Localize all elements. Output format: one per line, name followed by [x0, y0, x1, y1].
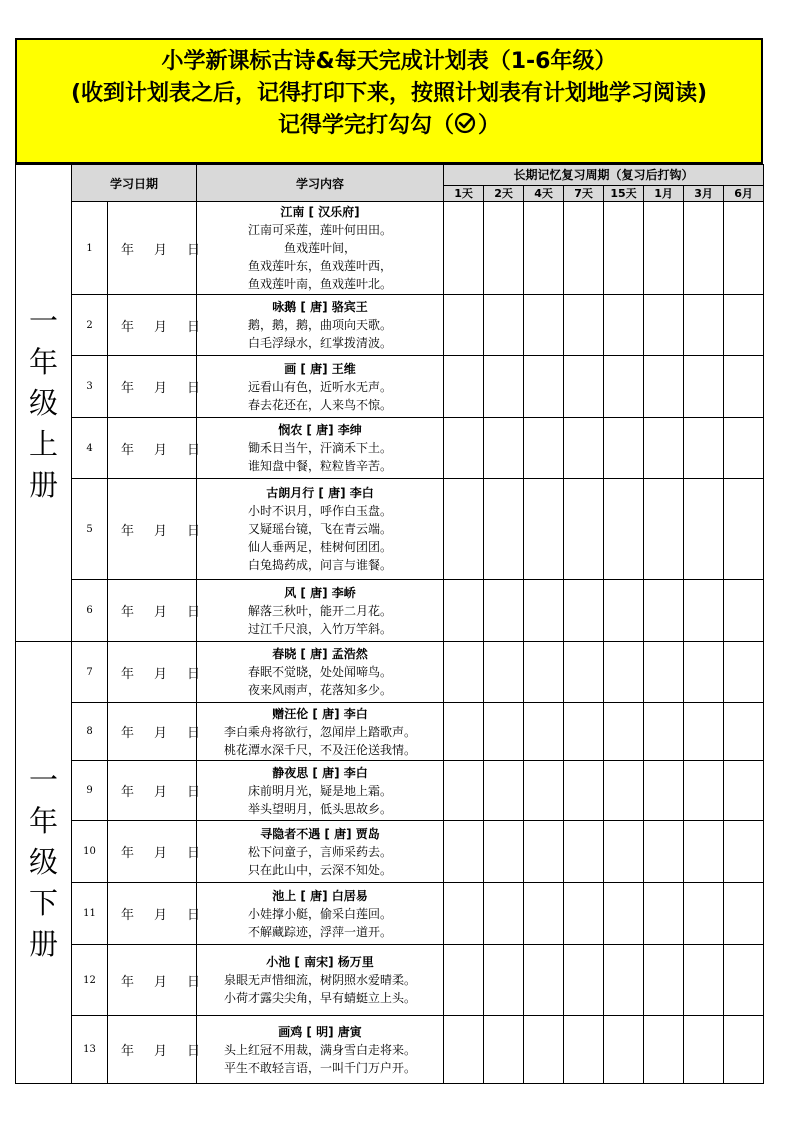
- table-row: [16, 703, 764, 761]
- poem-line: 过江千尺浪，入竹万竿斜。: [248, 621, 393, 636]
- date-month-label: 月: [154, 442, 168, 458]
- poem-title: 画 [ 唐] 王维: [284, 361, 356, 376]
- date-year-label: 年: [121, 726, 135, 741]
- review-check-cell[interactable]: [524, 479, 564, 580]
- poem-line: 春眠不觉晓，处处闻啼鸟。: [248, 665, 393, 679]
- review-check-cell[interactable]: [564, 761, 604, 821]
- row-number: 3: [72, 356, 108, 418]
- review-check-cell[interactable]: [484, 479, 524, 580]
- review-check-cell[interactable]: [724, 356, 764, 418]
- review-check-cell[interactable]: [484, 580, 524, 642]
- poem-title: 江南 [ 汉乐府]: [280, 205, 360, 219]
- review-check-cell[interactable]: [484, 1016, 524, 1084]
- poem-title: 悯农 [ 唐] 李绅: [278, 423, 362, 437]
- date-year-label: 年: [121, 242, 135, 258]
- grade-label-char: 册: [28, 927, 58, 961]
- poem-line: 谁知盘中餐，粒粒皆辛苦。: [248, 459, 393, 473]
- review-check-cell[interactable]: [524, 703, 564, 761]
- poem-line: 鹅，鹅，鹅，曲项向天歌。: [248, 318, 393, 332]
- poem-content: [197, 761, 444, 821]
- review-check-cell[interactable]: [604, 479, 644, 580]
- review-check-cell[interactable]: [444, 356, 484, 418]
- review-check-cell[interactable]: [684, 418, 724, 479]
- date-year-label: 年: [121, 319, 135, 335]
- review-check-cell[interactable]: [684, 883, 724, 945]
- poem-title: 画鸡 [ 明] 唐寅: [278, 1024, 362, 1039]
- review-check-cell[interactable]: [644, 202, 684, 295]
- review-check-cell[interactable]: [724, 1016, 764, 1084]
- review-check-cell[interactable]: [444, 479, 484, 580]
- review-check-cell[interactable]: [564, 202, 604, 295]
- date-month-label: 月: [154, 381, 168, 396]
- study-date-field[interactable]: [108, 479, 201, 580]
- review-check-cell[interactable]: [684, 580, 724, 642]
- review-check-cell[interactable]: [484, 202, 524, 295]
- poem-line: 远看山有色，近听水无声。: [248, 379, 393, 394]
- checkmark-reminder-text: 记得学完打勾勾（: [277, 113, 454, 138]
- review-check-cell[interactable]: [604, 295, 644, 356]
- checkmark-circle-icon: [454, 112, 478, 134]
- date-year-label: 年: [121, 908, 135, 923]
- study-date-field[interactable]: [108, 580, 201, 642]
- poem-line: 平生不敢轻言语，一叫千门万户开。: [224, 1060, 417, 1075]
- study-plan-table: [15, 164, 764, 1084]
- date-day-label: 日: [187, 726, 201, 741]
- poem-line: 鱼戏莲叶东，鱼戏莲叶西，: [248, 259, 393, 273]
- poem-title: 寻隐者不遇 [ 唐] 贾岛: [260, 826, 380, 841]
- date-month-label: 月: [154, 785, 168, 800]
- poem-line: 白兔捣药成，问言与谁餐。: [248, 558, 393, 572]
- poem-content: [197, 1016, 444, 1084]
- review-check-cell[interactable]: [444, 580, 484, 642]
- poem-line: 头上红冠不用裁，满身雪白走将来。: [224, 1042, 417, 1057]
- poem-line: 江南可采莲，莲叶何田田。: [248, 223, 393, 237]
- date-day-label: 日: [187, 785, 201, 800]
- date-day-label: 日: [187, 666, 201, 682]
- review-check-cell[interactable]: [564, 945, 604, 1016]
- header-row-1: [16, 165, 764, 186]
- date-month-label: 月: [154, 242, 168, 258]
- poem-line: 夜来风雨声，花落知多少。: [248, 683, 393, 697]
- row-number: 8: [72, 703, 108, 761]
- review-check-cell[interactable]: [444, 761, 484, 821]
- date-year-label: 年: [121, 666, 135, 682]
- poem-content: [197, 945, 444, 1016]
- review-check-cell[interactable]: [684, 1016, 724, 1084]
- review-check-cell[interactable]: [484, 883, 524, 945]
- review-check-cell[interactable]: [644, 945, 684, 1016]
- date-day-label: 日: [187, 974, 201, 990]
- review-check-cell[interactable]: [524, 295, 564, 356]
- poem-line: 白毛浮绿水，红掌拨清波。: [248, 336, 393, 350]
- poem-line: 春去花还在，人来鸟不惊。: [248, 397, 393, 412]
- review-check-cell[interactable]: [684, 761, 724, 821]
- poem-content: [197, 703, 444, 761]
- review-check-cell[interactable]: [444, 945, 484, 1016]
- review-check-cell[interactable]: [564, 295, 604, 356]
- review-check-cell[interactable]: [724, 418, 764, 479]
- poem-content: [197, 883, 444, 945]
- grade-label-char: 年: [28, 344, 58, 379]
- poem-line: 泉眼无声惜细流，树阴照水爱晴柔。: [224, 973, 417, 987]
- row-number: 4: [72, 418, 108, 479]
- date-month-label: 月: [154, 974, 168, 990]
- date-day-label: 日: [187, 442, 201, 458]
- review-check-cell[interactable]: [484, 821, 524, 883]
- study-date-field[interactable]: [108, 295, 201, 356]
- review-check-cell[interactable]: [724, 479, 764, 580]
- poem-content: [197, 580, 444, 642]
- table-row: [16, 580, 764, 642]
- poem-line: 床前明月光，疑是地上霜。: [248, 783, 393, 798]
- study-date-field[interactable]: [108, 202, 201, 295]
- review-check-cell[interactable]: [444, 703, 484, 761]
- poem-content: [197, 418, 444, 479]
- review-check-cell[interactable]: [684, 703, 724, 761]
- date-day-label: 日: [187, 242, 201, 258]
- review-day-header: 4天: [524, 186, 564, 202]
- poem-line: 解落三秋叶，能开二月花。: [248, 603, 393, 618]
- review-check-cell[interactable]: [444, 883, 484, 945]
- date-month-label: 月: [154, 726, 168, 741]
- review-check-cell[interactable]: [524, 761, 564, 821]
- review-check-cell[interactable]: [444, 202, 484, 295]
- poem-title: 咏鹅 [ 唐] 骆宾王: [272, 300, 368, 314]
- poem-line: 只在此山中，云深不知处。: [248, 862, 393, 877]
- poem-title: 春晓 [ 唐] 孟浩然: [272, 647, 368, 661]
- date-year-label: 年: [121, 1044, 135, 1059]
- review-check-cell[interactable]: [444, 1016, 484, 1084]
- review-check-cell[interactable]: [564, 356, 604, 418]
- review-check-cell[interactable]: [564, 883, 604, 945]
- review-check-cell[interactable]: [564, 821, 604, 883]
- review-check-cell[interactable]: [564, 1016, 604, 1084]
- review-check-cell[interactable]: [644, 295, 684, 356]
- row-number: 2: [72, 295, 108, 356]
- study-date-field[interactable]: [108, 703, 201, 761]
- poem-title: 风 [ 唐] 李峤: [284, 585, 356, 600]
- table-row: [16, 356, 764, 418]
- review-check-cell[interactable]: [564, 580, 604, 642]
- review-check-cell[interactable]: [684, 295, 724, 356]
- review-check-cell[interactable]: [644, 418, 684, 479]
- review-check-cell[interactable]: [484, 356, 524, 418]
- poem-line: 鱼戏莲叶南，鱼戏莲叶北。: [248, 277, 393, 291]
- review-check-cell[interactable]: [524, 1016, 564, 1084]
- review-check-cell[interactable]: [724, 945, 764, 1016]
- poem-line: 不解藏踪迹，浮萍一道开。: [248, 924, 393, 939]
- date-month-label: 月: [154, 319, 168, 335]
- review-check-cell[interactable]: [604, 1016, 644, 1084]
- review-check-cell[interactable]: [684, 202, 724, 295]
- review-check-cell[interactable]: [484, 642, 524, 703]
- poem-content: [197, 295, 444, 356]
- review-check-cell[interactable]: [724, 883, 764, 945]
- review-check-cell[interactable]: [564, 418, 604, 479]
- study-date-field[interactable]: [108, 642, 201, 703]
- grade-label-cell: [16, 642, 72, 1084]
- date-day-label: 日: [187, 605, 201, 620]
- poem-line: 仙人垂两足，桂树何团团。: [248, 540, 393, 554]
- date-month-label: 月: [154, 666, 168, 682]
- date-month-label: 月: [154, 605, 168, 620]
- review-check-cell[interactable]: [484, 418, 524, 479]
- poem-title: 小池 [ 南宋] 杨万里: [266, 955, 374, 969]
- review-check-cell[interactable]: [644, 1016, 684, 1084]
- row-number: 13: [72, 1016, 108, 1084]
- row-number: 7: [72, 642, 108, 703]
- review-check-cell[interactable]: [724, 580, 764, 642]
- review-check-cell[interactable]: [524, 883, 564, 945]
- review-day-header: 15天: [604, 186, 644, 202]
- grade-label-char: 级: [28, 845, 58, 879]
- review-check-cell[interactable]: [564, 479, 604, 580]
- study-date-field[interactable]: [108, 821, 201, 883]
- grade-label-char: 下: [28, 886, 58, 920]
- date-year-label: 年: [121, 523, 135, 539]
- review-day-header: 1月: [644, 186, 684, 202]
- poem-title: 池上 [ 唐] 白居易: [272, 888, 368, 903]
- review-check-cell[interactable]: [524, 821, 564, 883]
- review-check-cell[interactable]: [604, 821, 644, 883]
- review-check-cell[interactable]: [444, 295, 484, 356]
- date-day-label: 日: [187, 523, 201, 539]
- review-check-cell[interactable]: [484, 945, 524, 1016]
- review-day-header: 7天: [564, 186, 604, 202]
- study-date-field[interactable]: [108, 945, 201, 1016]
- date-year-label: 年: [121, 846, 135, 861]
- review-check-cell[interactable]: [644, 821, 684, 883]
- review-check-cell[interactable]: [444, 418, 484, 479]
- date-day-label: 日: [187, 846, 201, 861]
- poem-line: 锄禾日当午，汗滴禾下土。: [248, 441, 393, 455]
- grade-label-char: 级: [28, 385, 58, 420]
- review-check-cell[interactable]: [684, 945, 724, 1016]
- review-check-cell[interactable]: [484, 703, 524, 761]
- date-month-label: 月: [154, 523, 168, 539]
- review-check-cell[interactable]: [604, 642, 644, 703]
- review-check-cell[interactable]: [684, 821, 724, 883]
- poem-content: [197, 642, 444, 703]
- date-year-label: 年: [121, 605, 135, 620]
- review-check-cell[interactable]: [644, 703, 684, 761]
- review-check-cell[interactable]: [444, 821, 484, 883]
- content-column-header: 学习内容: [197, 165, 444, 202]
- poem-content: [197, 356, 444, 418]
- review-check-cell[interactable]: [524, 356, 564, 418]
- table-row: [16, 202, 764, 295]
- review-check-cell[interactable]: [524, 945, 564, 1016]
- review-check-cell[interactable]: [604, 883, 644, 945]
- poem-title: 古朗月行 [ 唐] 李白: [266, 486, 374, 500]
- row-number: 10: [72, 821, 108, 883]
- grade-label-char: 一: [28, 763, 58, 797]
- title-banner: [15, 38, 763, 164]
- table-row: [16, 883, 764, 945]
- review-check-cell[interactable]: [604, 703, 644, 761]
- review-check-cell[interactable]: [524, 202, 564, 295]
- review-check-cell[interactable]: [724, 703, 764, 761]
- date-column-header: 学习日期: [72, 165, 197, 202]
- date-day-label: 日: [187, 319, 201, 335]
- review-check-cell[interactable]: [644, 580, 684, 642]
- study-date-field[interactable]: [108, 761, 201, 821]
- review-check-cell[interactable]: [604, 761, 644, 821]
- table-row: [16, 418, 764, 479]
- review-check-cell[interactable]: [644, 356, 684, 418]
- date-day-label: 日: [187, 908, 201, 923]
- review-check-cell[interactable]: [644, 761, 684, 821]
- study-date-field[interactable]: [108, 1016, 201, 1084]
- review-day-header: 1天: [444, 186, 484, 202]
- date-day-label: 日: [187, 1044, 201, 1059]
- date-month-label: 月: [154, 1044, 168, 1059]
- row-number: 9: [72, 761, 108, 821]
- table-row: [16, 642, 764, 703]
- review-day-header: 3月: [684, 186, 724, 202]
- review-check-cell[interactable]: [484, 761, 524, 821]
- review-check-cell[interactable]: [604, 356, 644, 418]
- review-check-cell[interactable]: [604, 945, 644, 1016]
- review-check-cell[interactable]: [644, 642, 684, 703]
- date-month-label: 月: [154, 908, 168, 923]
- review-check-cell[interactable]: [644, 883, 684, 945]
- poem-content: [197, 202, 444, 295]
- review-day-header: 6月: [724, 186, 764, 202]
- table-row: [16, 295, 764, 356]
- review-check-cell[interactable]: [724, 295, 764, 356]
- table-row: [16, 945, 764, 1016]
- date-month-label: 月: [154, 846, 168, 861]
- review-check-cell[interactable]: [444, 642, 484, 703]
- review-check-cell[interactable]: [564, 642, 604, 703]
- table-row: [16, 821, 764, 883]
- review-check-cell[interactable]: [604, 418, 644, 479]
- poem-line: 李白乘舟将欲行，忽闻岸上踏歌声。: [224, 724, 417, 739]
- grade-label-char: 上: [28, 426, 58, 461]
- review-check-cell[interactable]: [724, 821, 764, 883]
- study-date-field[interactable]: [108, 356, 201, 418]
- review-check-cell[interactable]: [524, 418, 564, 479]
- row-number: 11: [72, 883, 108, 945]
- review-check-cell[interactable]: [684, 642, 724, 703]
- poem-line: 桃花潭水深千尺，不及汪伦送我情。: [224, 742, 417, 757]
- checkmark-reminder: [17, 110, 761, 142]
- poem-line: 鱼戏莲叶间，: [284, 241, 357, 255]
- grade-label-char: 年: [28, 804, 58, 838]
- poem-line: 又疑瑶台镜，飞在青云端。: [248, 522, 393, 536]
- review-check-cell[interactable]: [564, 703, 604, 761]
- poem-line: 小时不识月，呼作白玉盘。: [248, 504, 393, 518]
- date-day-label: 日: [187, 381, 201, 396]
- review-check-cell[interactable]: [644, 479, 684, 580]
- review-check-cell[interactable]: [724, 642, 764, 703]
- date-year-label: 年: [121, 785, 135, 800]
- poem-content: [197, 821, 444, 883]
- study-date-field[interactable]: [108, 883, 201, 945]
- review-check-cell[interactable]: [604, 580, 644, 642]
- row-number: 5: [72, 479, 108, 580]
- review-check-cell[interactable]: [524, 642, 564, 703]
- poem-title: 静夜思 [ 唐] 李白: [272, 765, 368, 780]
- review-check-cell[interactable]: [684, 479, 724, 580]
- review-check-cell[interactable]: [724, 761, 764, 821]
- row-number: 12: [72, 945, 108, 1016]
- poem-line: 松下问童子，言师采药去。: [248, 844, 393, 859]
- review-check-cell[interactable]: [524, 580, 564, 642]
- date-year-label: 年: [121, 974, 135, 990]
- review-check-cell[interactable]: [484, 295, 524, 356]
- study-date-field[interactable]: [108, 418, 201, 479]
- review-check-cell[interactable]: [724, 202, 764, 295]
- page-subtitle: (收到计划表之后，记得打印下来，按照计划表有计划地学习阅读): [70, 81, 708, 106]
- table-row: [16, 1016, 764, 1084]
- poem-line: 小荷才露尖尖角，早有蜻蜓立上头。: [224, 991, 417, 1005]
- grade-label-char: 一: [28, 303, 58, 338]
- row-number: 6: [72, 580, 108, 642]
- table-row: [16, 479, 764, 580]
- grade-label-char: 册: [28, 467, 58, 502]
- review-cycle-header: 长期记忆复习周期（复习后打钩）: [444, 165, 764, 186]
- poem-title: 赠汪伦 [ 唐] 李白: [272, 706, 368, 721]
- table-row: [16, 761, 764, 821]
- poem-line: 小娃撑小艇，偷采白莲回。: [248, 906, 393, 921]
- page-title: 小学新课标古诗&每天完成计划表（1-6年级）: [161, 49, 617, 74]
- date-year-label: 年: [121, 442, 135, 458]
- poem-line: 举头望明月，低头思故乡。: [248, 801, 393, 816]
- review-check-cell[interactable]: [684, 356, 724, 418]
- review-day-header: 2天: [484, 186, 524, 202]
- poem-content: [197, 479, 444, 580]
- row-number: 1: [72, 202, 108, 295]
- grade-label-cell: [16, 165, 72, 642]
- review-check-cell[interactable]: [604, 202, 644, 295]
- checkmark-reminder-close: ）: [478, 113, 501, 138]
- date-year-label: 年: [121, 381, 135, 396]
